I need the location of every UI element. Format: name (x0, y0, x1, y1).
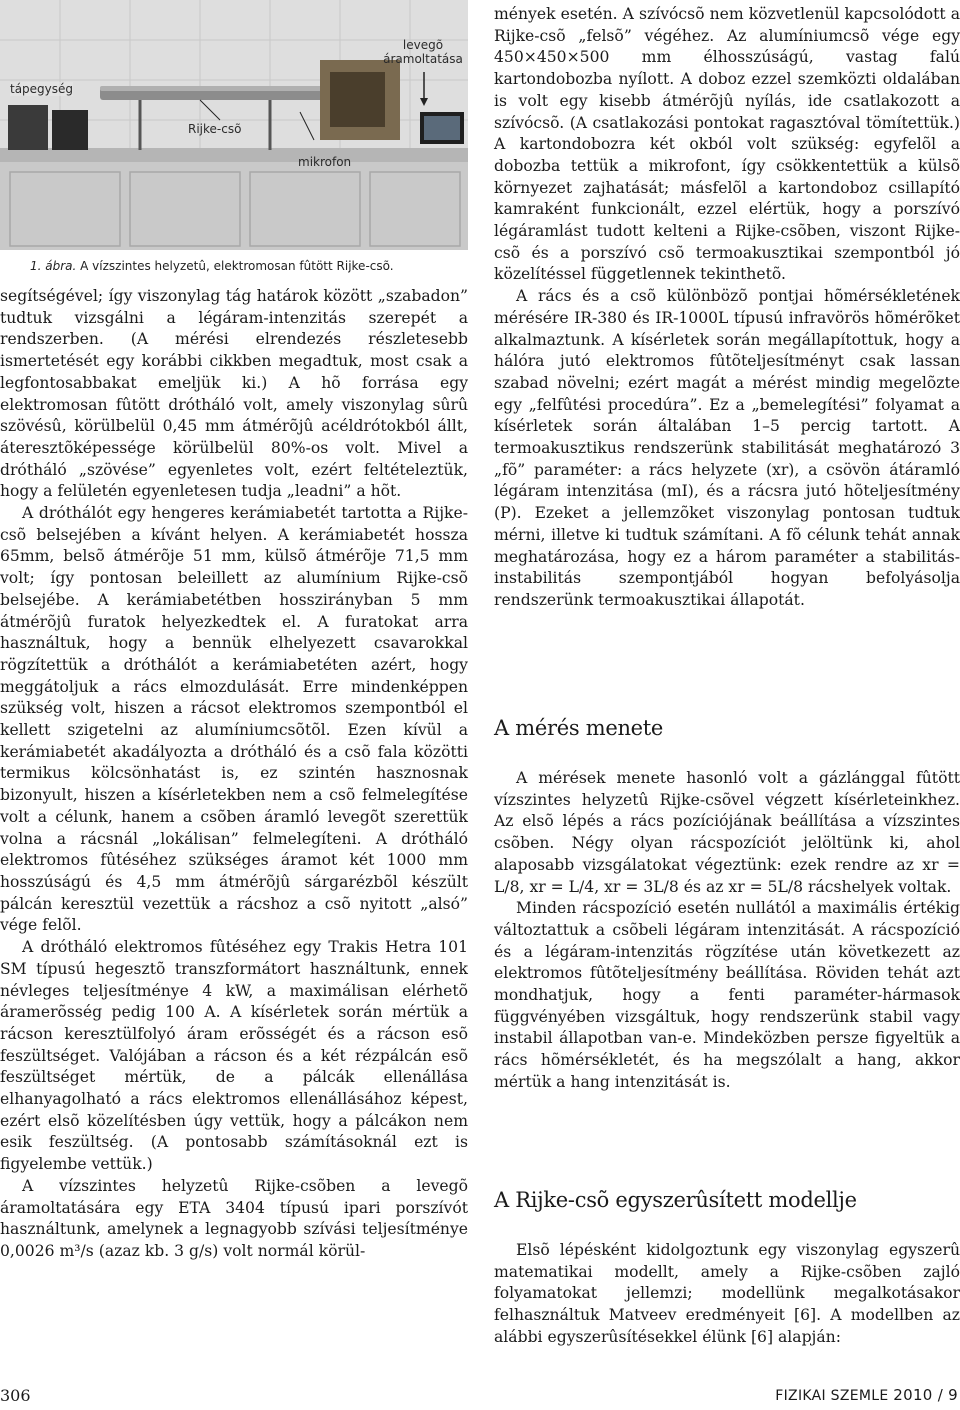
journal-issue: 2010 / 9 (893, 1386, 958, 1404)
paragraph: A rács és a csõ különbözõ pontjai hõmérsékletének mérésére IR-380 és IR-1000L típusú infravörös hõmérõket alkalmaztunk. A kísérletek során megállapítottuk, hogy a hálóra jutó elektromos fûtõteljesítményt csak lassan szabad növelni; ezért magát a mérést mindig megelõzte egy „felfûtési procedúra”. Ez a „bemelegítési” folyamat a kísérletek során általában 1–5 percig tartott. A termoakusztikus rendszerünk stabilitását meghatározó 3 „fõ” paraméter: a rács helyzete (xr), a csövön átáramló légáram intenzitása (mI), és a rácsra jutó hõteljesítmény (P). Ezeket a jellemzõket viszonylag pontosan tudtuk mérni, illetve ki tudtuk számítani. A fõ célunk tehát annak meghatározása, hogy ez a három paraméter a stabilitás-instabilitás szempontjából hogyan befolyásolja rendszerünk termoakusztikai állapotát. (494, 287, 960, 609)
label-levego-aramoltatasa: levegõ áramoltatása (383, 38, 463, 66)
section-heading-meres-menete: A mérés menete (494, 716, 664, 740)
figure-photo (0, 0, 468, 250)
paragraph: A vízszintes helyzetû Rijke-csõben a levegõ áramoltatására egy ETA 3404 típusú ipari porszívót használtunk, amelynek a legnagyobb szívási teljesítménye 0,0026 m³/s (azaz kb. 3 g/s) volt normál körül- (0, 1176, 468, 1260)
paragraph: A mérések menete hasonló volt a gázlánggal fûtött vízszintes helyzetû Rijke-csõvel végzett kísérleteinkhez. Az elsõ lépés a rács pozíciójának beállítása a vízszintes csõben. Négy olyan rácspozíciót jelöltünk ki, ahol alaposabb vizsgálatokat végeztünk: ezek rendre az xr = L/8, xr = L/4, xr = 3L/8 és az xr = 5L/8 rácshelyek voltak. (494, 769, 960, 896)
figure-caption-text: A vízszintes helyzetû, elektromosan fûtött Rijke-csõ. (76, 259, 394, 273)
label-mikrofon: mikrofon (298, 155, 352, 169)
right-body-top (494, 4, 960, 612)
paragraph: Elsõ lépésként kidolgoztunk egy viszonylag egyszerû matematikai modellt, amely a Rijke-csõben zajló folyamatokat jellemzi; modellünk megalkotásakor felhasználtuk Matveev eredményeit [6]. A modellben az alábbi egyszerûsítésekkel élünk [6] alapján: (494, 1241, 960, 1346)
journal-name: FIZIKAI SZEMLE (775, 1388, 889, 1404)
label-tapegyseg: tápegység (10, 82, 74, 96)
paragraph: Minden rácspozíció esetén nullától a maximális értékig változtattuk a csõbeli légáram intenzitását. A rácspozíció és a légáram-intenzitás rögzítése után következett az elektromos fûtõteljesítmény beállítása. Röviden tehát azt mondhatjuk, hogy a fenti paraméter-hármasok függvényében vizsgáltuk, hogy rendszerünk stabil vagy instabil állapotban van-e. Mindeközben persze figyeltük a rács hõmérsékletét, és ha megszólalt a hang, akkor mértük a hang intenzitását is. (494, 899, 960, 1091)
figure-caption (30, 256, 394, 278)
paragraph: A dróthálót egy hengeres kerámiabetét tartotta a Rijke-csõ belsejében a kívánt helyen. A kerámiabetét hossza 65mm, belsõ átmérõje 51 mm, külsõ átmérõje 71,5 mm volt; így pontosan beleillett az alumínium Rijke-csõ belsejébe. A kerámiabetétben hosszirányban 5 mm átmérõjû furatok helyezkedtek el. A furatokat arra használtuk, hogy a bennük elhelyezett csavarokkal rögzítettük a dróthálót a kerámiabetéten azért, hogy meggátoljuk a rács elmozdulását. Erre mindenképpen szükség volt, hiszen a rácsot elektromos szempontból el kellett szigetelni az alumíniumcsõtõl. Ezen kívül a kerámiabetét akadályozta a drótháló és a csõ fala közötti termikus kölcsönhatást is, ez szintén hasznosnak bizonyult, hiszen a kísérletekben nem a csõ felmelegítése volt a célunk, hanem a csõben áramló levegõt szerettük volna a rácsnál „lokálisan” felmelegíteni. A drótháló elektromos fûtéséhez szükséges áramot két 1000 mm hosszúságú és 4,5 mm átmérõjû sárgarézbõl készült pálcán keresztül vezettük a rácshoz a csõ nyitott „alsó” vége felõl. (0, 504, 468, 935)
paragraph: mények esetén. A szívócsõ nem közvetlenül kapcsolódott a Rijke-csõ „felsõ” végéhez. Az alumíniumcsõ vége egy 450×450×500 mm élhosszúságú, vastag falú kartondobozba nyílott. A doboz ezzel szemközti oldalában is volt egy kisebb átmérõjû nyílás, ide csatlakozott a szívócsõ. (A csatlakozási pontokat ragasztóval tömítettük.) A kartondobozra két okból volt szükség: egyfelõl a dobozba tettük a mikrofont, így csökkentettük a külsõ környezet zajhatását; másfelõl a kartondoboz csillapító kamraként funkcionált, ezzel elértük, hogy a porszívó légáramlást tudott kelteni a Rijke-csõben, viszont Rijke-csõ és a porszívó csõ termoakusztikai szempontból jó közelítéssel függetlennek tekinthetõ. (494, 5, 960, 284)
section-heading-rijke-modell: A Rijke-csõ egyszerûsített modellje (494, 1188, 857, 1212)
figure-caption-number: 1. ábra. (30, 259, 77, 273)
page-number: 306 (0, 1386, 31, 1405)
journal-footer (775, 1386, 958, 1404)
paragraph: A drótháló elektromos fûtéséhez egy Trakis Hetra 101 SM típusú hegesztõ transzformátort használtunk, ennek névleges teljesítménye 4 kW, a maximálisan elérhetõ áramerõsség pedig 100 A. A kísérletek során mértük a rácson keresztülfolyó áram erõsségét és a rácson esõ feszültséget. Valójában a rácson és a két rézpálcán esõ feszültséget mértük, de a pálcák ellenállása elhanyagolható a rács elektromos ellenállásához képest, ezért elsõ közelítésben úgy vettük, hogy a pálcákon nem esik feszültség. (A pontosabb számításoknál ezt is figyelembe vettük.) (0, 938, 468, 1174)
paragraph: segítségével; így viszonylag tág határok között „szabadon” tudtuk vizsgálni a légáram-intenzitás szerepét a rendszerben. (A mérési elrendezés részletesebb ismertetését egy korábbi cikkben megadtuk, most csak a legfontosabbakat emeljük ki.) A hõ forrása egy elektromosan fûtött drótháló volt, amely viszonylag sûrû szövésû, körülbelül 0,45 mm átmérõjû acéldrótokból állt, áteresztõképessége körülbelül 80%-os volt. Mivel a drótháló „szövése” egyenletes volt, ezért feltételeztük, hogy a felületén egyenletesen tudja „leadni” a hõt. (0, 287, 468, 501)
label-rijke-cso: Rijke-csõ (188, 122, 242, 136)
right-body-middle (494, 768, 960, 1094)
left-body-text (0, 286, 468, 1263)
right-body-bottom (494, 1240, 960, 1349)
